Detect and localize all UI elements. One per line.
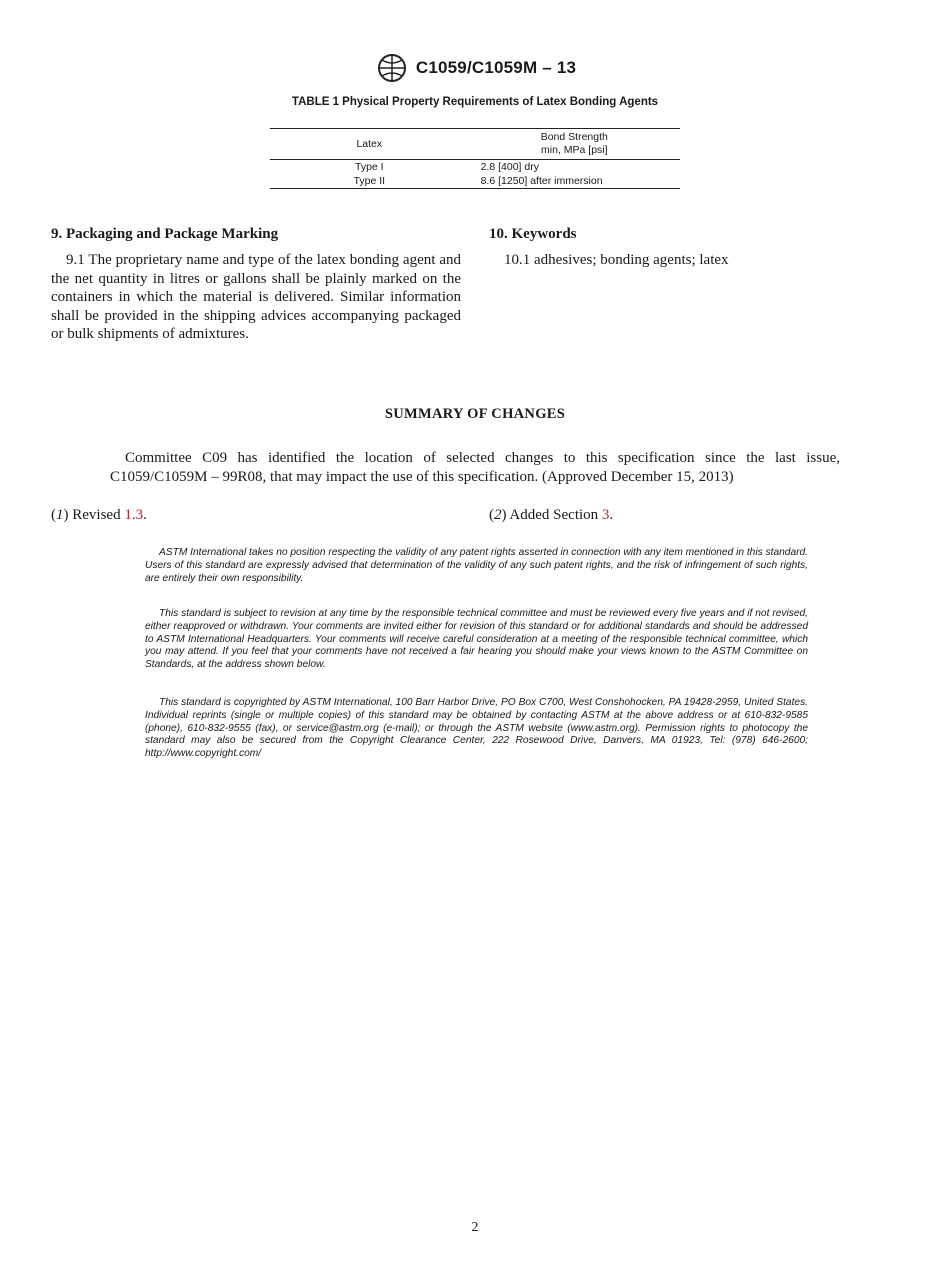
property-table (270, 128, 680, 189)
row-latex: Type I (354, 161, 384, 173)
section-9-paragraph: 9.1 The proprietary name and type of the latex bonding agent and the net quantity in litres or gallons shall be plainly marked on the containers in which the material is delivered. Similar information shall be provided in the shipping advices accompanying packaged or bulk shipments of admixtures. (51, 252, 461, 342)
col-header-bond-line2: min, MPa [psi] (541, 144, 608, 156)
notice-revision: This standard is subject to revision at any time by the responsible technical committee and must be reviewed every five years and if not revised, either reapproved or withdrawn. Your comments are invited either for revision of this standard or for additional standards and should be addressed to ASTM International Headquarters. Your comments will receive careful consideration at a meeting of the responsible technical committee, which you may attend. If you feel that your comments have not received a fair hearing you should make your views known to the ASTM Committee on Standards, at the address shown below. (145, 608, 808, 671)
row-bond: 8.6 [1250] after immersion (480, 175, 603, 187)
change-1-link[interactable]: 1.3 (124, 507, 144, 523)
notice-copyright: This standard is copyrighted by ASTM International, 100 Barr Harbor Drive, PO Box C700, West Conshohocken, PA 19428-2959, United States. Individual reprints (single or multiple copies) of this standard may be obtained by contacting ASTM at the above address or at 610-832-9585 (phone), 610-832-9555 (fax), or service@astm.org (e-mail); or through the ASTM website (www.astm.org). Permission rights to photocopy the standard may also be secured from the Copyright Clearance Center, 222 Rosewood Drive, Danvers, MA 01923, Tel: (978) 646-2600; http://www.copyright.com/ (145, 697, 808, 760)
summary-text: Committee C09 has identified the location of selected changes to this specification since the last issue, C1059/C1059M – 99R08, that may impact the use of this specification. (Approved December 15, 2013) (110, 450, 840, 485)
col-header-bond-strength (469, 129, 680, 160)
change-1-text: Revised (72, 507, 121, 523)
document-header (0, 50, 950, 86)
table-row (270, 174, 680, 189)
page-number: 2 (471, 1220, 479, 1235)
col-header-latex: Latex (356, 137, 383, 150)
row-bond: 2.8 [400] dry (480, 161, 539, 173)
change-2-link[interactable]: 3 (601, 507, 610, 523)
section-10-paragraph: 10.1 adhesives; bonding agents; latex (504, 252, 729, 268)
change-2-number: 2 (494, 507, 502, 523)
table-title: TABLE 1 Physical Property Requirements of Latex Bonding Agents (291, 96, 659, 108)
change-2-text: Added Section (509, 507, 599, 523)
section-9-heading: 9. Packaging and Package Marking (51, 226, 279, 242)
table-row (270, 160, 680, 175)
col-header-bond-line1: Bond Strength (540, 131, 608, 143)
notice-patent: ASTM International takes no position respecting the validity of any patent rights asserted in connection with any item mentioned in this standard. Users of this standard are expressly advised that determination of the validity of any such patent rights, and the risk of infringement of such rights, are entirely their own responsibility. (145, 547, 808, 584)
designation: C1059/C1059M – 13 (415, 58, 577, 77)
change-item-1: (1) Revised 1.3. (51, 507, 147, 523)
change-1-number: 1 (56, 507, 64, 523)
section-10-heading: 10. Keywords (489, 226, 577, 242)
change-item-2: (2) Added Section 3. (489, 507, 614, 523)
summary-title: SUMMARY OF CHANGES (384, 406, 566, 422)
astm-logo-icon (374, 51, 410, 85)
row-latex: Type II (353, 175, 386, 187)
